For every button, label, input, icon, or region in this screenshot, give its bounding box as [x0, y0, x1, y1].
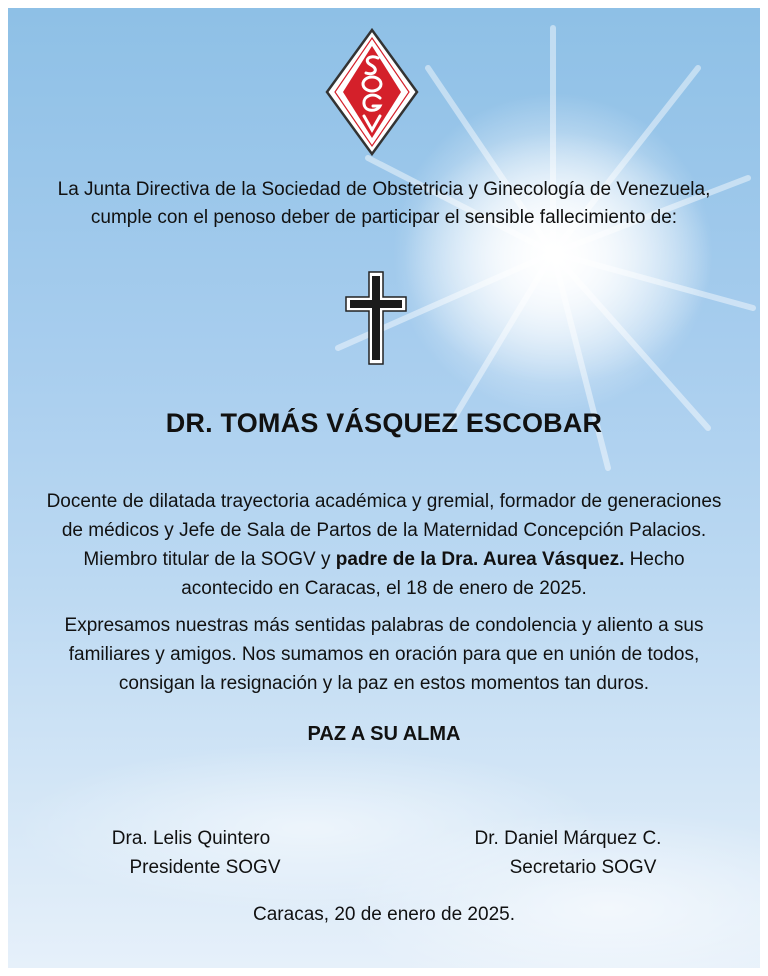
- bio-text-start: Docente de dilatada trayectoria académica y gremial, formador de generaciones de médicos y Jefe de Sala de Partos de la Maternidad Concepción Palacios. Miembro titular de la SOGV y: [46, 491, 722, 570]
- closing-phrase: PAZ A SU ALMA: [307, 723, 461, 745]
- bio-text-end: Hecho acontecido en Caracas, el 18 de enero de 2025.: [181, 549, 685, 599]
- biography-paragraph: [38, 487, 730, 603]
- place-and-date: Caracas, 20 de enero de 2025.: [253, 904, 515, 925]
- intro-text: La Junta Directiva de la Sociedad de Obstetricia y Ginecología de Venezuela, cumple con el penoso deber de participar el sensible fallecimiento de:: [57, 179, 711, 228]
- signatory-name: Dra. Lelis Quintero: [111, 828, 271, 849]
- signatory-name: Dr. Daniel Márquez C.: [474, 828, 662, 849]
- signature-secretary: [448, 824, 688, 882]
- signatory-role: Presidente SOGV: [129, 857, 281, 878]
- bio-bold-relation: padre de la Dra. Aurea Vásquez.: [335, 549, 625, 570]
- latin-cross-icon: [344, 270, 408, 366]
- signature-president: [86, 824, 296, 882]
- deceased-name: DR. TOMÁS VÁSQUEZ ESCOBAR: [165, 408, 603, 438]
- signatory-role: Secretario SOGV: [509, 857, 657, 878]
- condolence-paragraph: Expresamos nuestras más sentidas palabras de condolencia y aliento a sus familiares y amigos. Nos sumamos en oración para que en unión de todos, consigan la resignación y la paz en estos momentos tan duros.: [64, 615, 704, 694]
- obituary-card: [8, 8, 760, 968]
- sogv-diamond-logo-icon: [325, 28, 419, 156]
